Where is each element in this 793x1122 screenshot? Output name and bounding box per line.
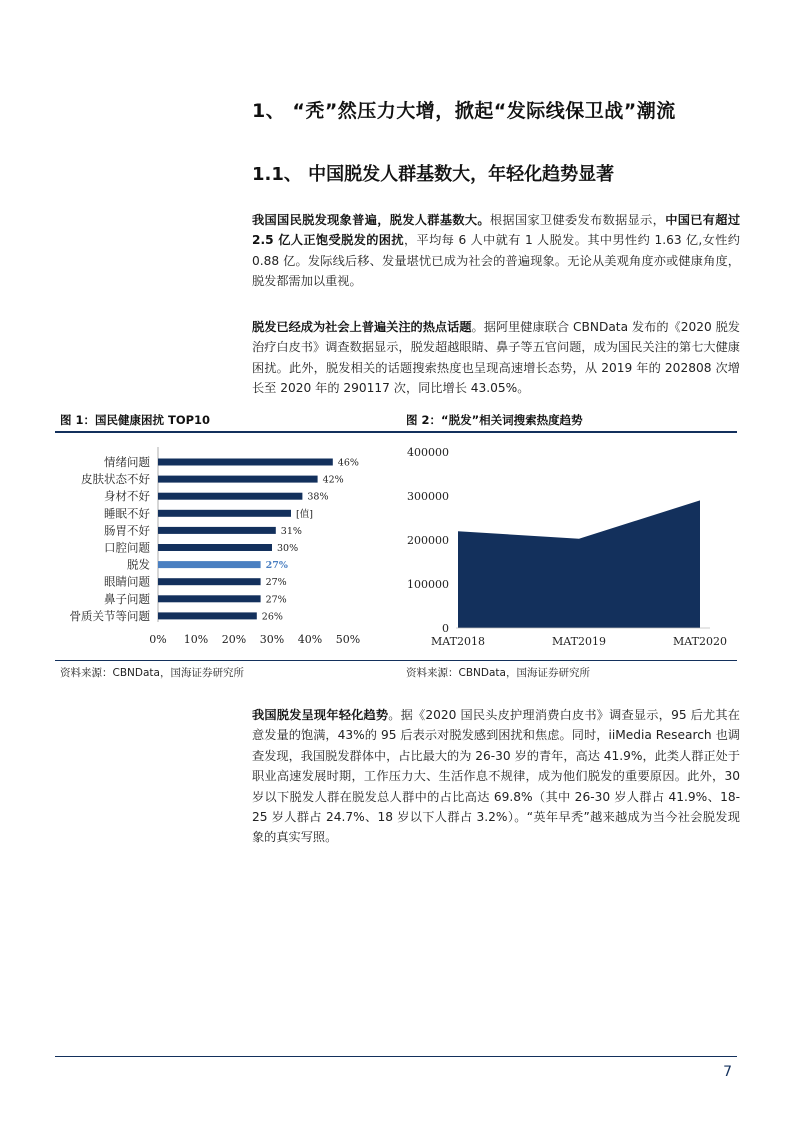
- bar: [158, 527, 276, 534]
- bar-category-label: 情绪问题: [104, 455, 150, 469]
- bar: [158, 578, 261, 585]
- x-tick-label: 0%: [149, 633, 167, 646]
- x-tick-label: 40%: [297, 633, 323, 646]
- bar-category-label: 脱发: [127, 557, 150, 572]
- bar-value-label: 30%: [277, 543, 299, 554]
- bar-value-label: 31%: [280, 525, 302, 537]
- bar-value-label: [值]: [296, 508, 313, 520]
- para3-bold-1: 我国脱发呈现年轻化趋势: [252, 708, 389, 722]
- figure-1-title: 图 1：国民健康困扰 TOP10: [60, 413, 211, 427]
- bar-value-label: 42%: [322, 474, 344, 486]
- bar-value-label: 27%: [265, 560, 288, 572]
- bar: [158, 595, 261, 602]
- para1-text-1: 根据国家卫健委发布数据显示，: [489, 213, 666, 227]
- bar-category-label: 睡眠不好: [104, 506, 150, 521]
- x-tick-label: 20%: [221, 633, 247, 646]
- x-category-label: MAT2019: [552, 635, 606, 648]
- para2-bold-1: 脱发已经成为社会上普遍关注的热点话题: [252, 320, 472, 334]
- y-tick-label: 0: [442, 622, 449, 635]
- bar-category-label: 骨质关节等问题: [69, 608, 150, 623]
- x-category-label: MAT2018: [431, 635, 485, 648]
- bar-category-label: 肠胃不好: [104, 523, 150, 538]
- paragraph-3: [252, 705, 740, 848]
- hair-loss-search-area-chart: [400, 440, 740, 655]
- bar: [158, 459, 333, 466]
- bar: [158, 476, 318, 483]
- bar-category-label: 身材不好: [104, 489, 150, 504]
- subsection-heading: 1.1、 中国脱发人群基数大，年轻化趋势显著: [252, 164, 615, 185]
- y-tick-label: 100000: [407, 578, 449, 591]
- bar-value-label: 46%: [337, 457, 359, 469]
- bar-value-label: 27%: [265, 594, 287, 606]
- figure-bottom-rule: [55, 660, 737, 661]
- para1-bold-2: 中国已有超过 2.5 亿人正饱受脱发的困扰: [252, 213, 741, 248]
- section-heading: 1、 “秃”然压力大增，掀起“发际线保卫战”潮流: [252, 100, 676, 122]
- bar: [158, 493, 302, 500]
- bar-category-label: 鼻子问题: [104, 591, 150, 606]
- x-tick-label: 30%: [259, 633, 285, 646]
- page-number: 7: [723, 1064, 732, 1080]
- para3-text-1: 。据《2020 国民头皮护理消费白皮书》调查显示，95 后尤其在意发量的饱满，43%的 95 后表示对脱发感到困扰和焦虑。同时，iiMedia Research 也调查发现，我国脱发群体中，占比最大的为 26-30 岁的青年，高达 41.9%，此类人群正处于职业高速发展时期，工作压力大、生活作息不规律，成为他们脱发的重要原因。此外，30 岁以下脱发人群在脱发总人群中的占比高达 69.8%（其中 26-30 岁人群占 41.9%、18-25 岁人群占 24.7%、18 岁以下人群占 3.2%）。“英年早秃”越来越成为当今社会脱发现象的真实写照。: [252, 708, 740, 845]
- x-category-label: MAT2020: [673, 635, 727, 648]
- bar: [158, 544, 272, 551]
- bar-value-label: 38%: [307, 491, 329, 503]
- figure-top-rule: [55, 431, 737, 433]
- x-tick-label: 10%: [183, 633, 209, 646]
- y-tick-label: 200000: [407, 534, 449, 547]
- search-heat-area: [458, 500, 700, 628]
- bar: [158, 612, 257, 619]
- paragraph-2: [252, 317, 740, 399]
- bar-category-label: 眼睛问题: [104, 574, 150, 589]
- figure-1-source: 资料来源：CBNData，国海证券研究所: [60, 667, 244, 679]
- y-tick-label: 300000: [407, 490, 449, 503]
- bar-value-label: 27%: [265, 577, 287, 589]
- bar: [158, 561, 261, 568]
- para1-bold-1: 我国国民脱发现象普遍，脱发人群基数大。: [252, 213, 490, 227]
- y-tick-label: 400000: [407, 446, 449, 459]
- health-concerns-bar-chart: [55, 440, 390, 655]
- para1-text-2: ，平均每 6 人中就有 1 人脱发。其中男性约 1.63 亿,女性约 0.88 亿。发际线后移、发量堪忧已成为社会的普遍现象。无论从美观角度亦或健康角度，脱发都需加以重视。: [252, 233, 740, 289]
- figure-2-title: 图 2：“脱发”相关词搜索热度趋势: [406, 413, 583, 427]
- figure-2-source: 资料来源：CBNData，国海证券研究所: [406, 667, 590, 679]
- bar-category-label: 口腔问题: [104, 540, 150, 555]
- para2-text-1: 。据阿里健康联合 CBNData 发布的《2020 脱发治疗白皮书》调查数据显示，脱发超越眼睛、鼻子等五官问题，成为国民关注的第七大健康困扰。此外，脱发相关的话题搜索热度也呈现高速增长态势，从 2019 年的 202808 次增长至 2020 年的 290117 次，同比增长 43.05%。: [252, 320, 740, 396]
- x-tick-label: 50%: [335, 633, 361, 646]
- paragraph-1: [252, 210, 740, 292]
- bar-value-label: 26%: [261, 611, 283, 623]
- bar-category-label: 皮肤状态不好: [81, 472, 150, 487]
- footer-rule: [55, 1056, 737, 1057]
- bar: [158, 510, 291, 517]
